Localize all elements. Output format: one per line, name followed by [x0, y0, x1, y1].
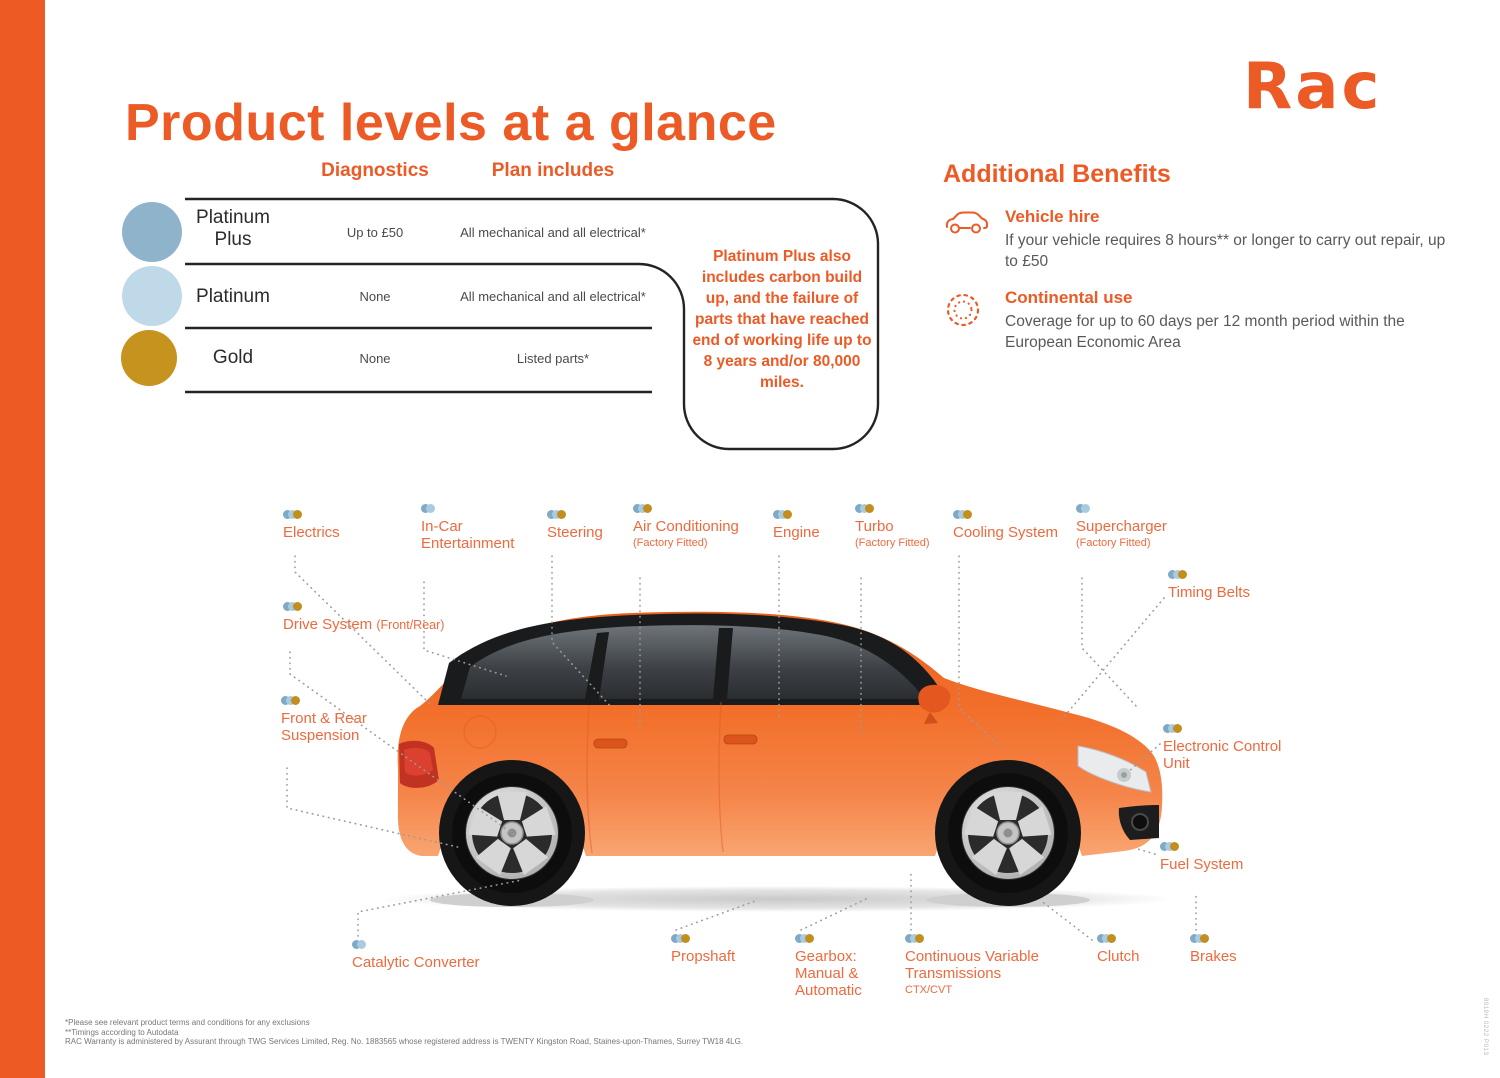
part-label: Electronic Control Unit — [1163, 738, 1282, 772]
vehicle-hire-car-icon — [943, 207, 989, 272]
diagnostics-value-gold: None — [359, 351, 391, 366]
part-label: In-Car Entertainment — [421, 518, 515, 552]
leader-line-fuel-system — [1134, 848, 1155, 854]
row-name-gold: Gold — [212, 347, 254, 368]
part-label: Engine — [773, 524, 820, 541]
benefit-vehicle-hire — [943, 207, 1473, 272]
headlight-bulb — [1121, 772, 1127, 778]
front-door-handle — [724, 735, 757, 744]
leader-line-supercharger — [1082, 578, 1138, 708]
part-label: Electrics — [283, 524, 340, 541]
part-label: Propshaft — [671, 948, 736, 965]
page-title: Product levels at a glance — [125, 93, 777, 152]
leader-line-electrics — [295, 556, 430, 704]
plan-includes-value-gold: Listed parts* — [516, 351, 590, 366]
benefit-title-vehicle-hire: Vehicle hire — [1005, 207, 1100, 226]
gold-circle — [121, 330, 177, 386]
platinum-circle — [122, 266, 182, 326]
column-header-diagnostics: Diagnostics — [321, 160, 429, 181]
benefit-body-continental-use: Coverage for up to 60 days per 12 month period within the European Economic Area — [1005, 313, 1405, 351]
part-sublabel: (Factory Fitted) — [1076, 537, 1151, 549]
footnotes — [65, 1018, 743, 1047]
footnote-3: RAC Warranty is administered by Assurant through TWG Services Limited, Reg. No. 1883565 whose registered address is TWENTY Kingston Road, Staines-upon-Thames, Surrey TW18 4LG. — [65, 1037, 744, 1046]
part-label: Drive System (Front/Rear) — [283, 616, 445, 633]
part-label: Brakes — [1190, 948, 1237, 965]
plan-includes-value-platinum-plus: All mechanical and all electrical* — [460, 225, 646, 240]
car-illustration — [380, 612, 1176, 912]
part-label: Turbo — [855, 518, 894, 535]
platinum-plus-circle — [122, 202, 182, 262]
rac-logo: Rac — [1243, 50, 1383, 124]
benefits-title: Additional Benefits — [943, 160, 1171, 188]
part-sublabel: CTX/CVT — [905, 984, 953, 996]
additional-benefits — [943, 160, 1473, 369]
footnote-2: **Timings according to Autodata — [65, 1027, 179, 1037]
part-sublabel: (Front/Rear) — [376, 618, 445, 632]
column-header-plan-includes: Plan includes — [491, 160, 615, 181]
part-label: Continuous Variable Transmissions — [905, 948, 1039, 982]
part-sublabel: (Factory Fitted) — [633, 537, 708, 549]
part-label: Timing Belts — [1168, 584, 1250, 601]
part-label: Front & Rear Suspension — [281, 710, 367, 744]
fog-light — [1132, 814, 1148, 830]
part-label: Cooling System — [953, 524, 1059, 541]
benefit-title-continental-use: Continental use — [1005, 288, 1133, 307]
part-label: Air Conditioning — [633, 518, 739, 535]
plan-includes-value-platinum: All mechanical and all electrical* — [460, 289, 646, 304]
diagnostics-value-platinum-plus: Up to £50 — [346, 225, 404, 240]
row-name-platinum: Platinum — [196, 286, 270, 307]
print-code: 8019H 0222 P013 — [1482, 998, 1488, 1056]
row-name-platinum-plus: Platinum Plus — [196, 207, 270, 250]
part-sublabel: (Factory Fitted) — [855, 537, 930, 549]
part-label: Fuel System — [1160, 856, 1244, 873]
rear-wheel — [439, 760, 585, 906]
part-label: Supercharger — [1076, 518, 1167, 535]
benefit-body-vehicle-hire: If your vehicle requires 8 hours** or longer to carry out repair, up to £50 — [1005, 232, 1446, 270]
part-label: Catalytic Converter — [352, 954, 480, 971]
benefit-vehicle-hire-text — [1005, 207, 1455, 272]
part-label: Steering — [547, 524, 603, 541]
part-label: Clutch — [1097, 948, 1140, 965]
plan-tier-circles — [121, 202, 182, 386]
tail-light-inner — [404, 748, 433, 776]
footnote-1: *Please see relevant product terms and conditions for any exclusions — [65, 1018, 310, 1027]
benefit-continental-use — [943, 288, 1473, 353]
benefit-continental-use-text — [1005, 288, 1455, 353]
part-label: Gearbox: Manual & Automatic — [795, 948, 862, 999]
platinum-plus-callout: Platinum Plus also includes carbon build up, and the failure of parts that have reached end of working life up to 8 years and/or 80,000 miles. — [692, 248, 872, 391]
leader-line-timing-belts — [1058, 598, 1164, 724]
front-wheel — [935, 760, 1081, 906]
diagnostics-value-platinum: None — [359, 289, 391, 304]
continental-use-icon — [943, 288, 989, 353]
rear-door-handle — [594, 739, 627, 748]
